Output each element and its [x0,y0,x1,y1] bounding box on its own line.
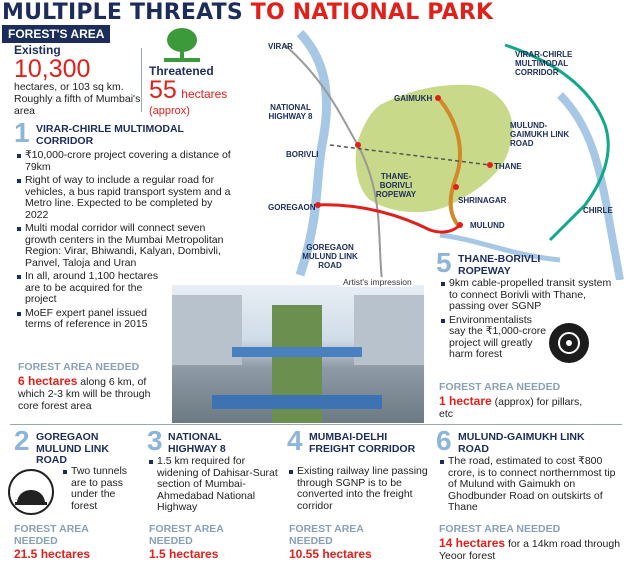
section4-title: MUMBAI-DELHI FREIGHT CORRIDOR [309,431,416,455]
section6-fa-label: FOREST AREA NEEDED [439,523,561,535]
label-mulund: MULUND [470,221,505,230]
thane-point [487,162,493,168]
building-right [354,295,424,365]
section3-number: 3 [147,425,163,456]
section5-number: 5 [436,247,452,278]
section-divider [10,424,622,425]
section1-bullet: In all, around 1,100 hectares are to be acquired for the project [16,271,166,306]
section4-number: 4 [287,425,303,456]
existing-desc: hectares, or 103 sq km. Roughly a fifth of Mumbai's area [14,81,141,117]
section2-fa-label: FOREST AREA NEEDED [14,523,89,547]
section5-fa-desc: (approx) for pillars, etc [439,396,583,420]
section4-bullet: Existing railway line passing through SGNP is to be converted into the freight corridor [288,466,428,512]
section4-fa-label: FOREST AREA NEEDED [289,523,364,547]
section3-bullets [148,456,288,516]
label-gaimukh: GAIMUKH [394,94,433,103]
section5-bullet: 9km cable-propelled transit system to connect Borivli with Thane, passing over SGNP [440,278,615,313]
tunnel-icon [7,468,55,516]
label-borivli: BORIVLI [286,150,319,159]
mulund-point [457,222,463,228]
label-goregaon: GOREGAON [268,203,316,212]
section1-number: 1 [14,117,30,148]
borivli-point [355,142,361,148]
section6-fa-desc: for a 14km road through Yeoor forest [439,538,621,562]
section1-bullet: Right of way to include a regular road for vehicles, a bus rapid transport system and a Metro line. Expected to be completed by 2022 [16,175,238,221]
section2-bullets [62,466,142,514]
forest-area-tag: FOREST'S AREA [2,25,110,43]
label-shrinagar: SHRINAGAR [458,196,507,205]
section5-fa-value: 1 hectare [439,394,492,408]
section6-fa-block [439,537,629,562]
tree-icon [160,26,204,66]
overpass [232,347,362,357]
section1-bullet: MoEF expert panel issued terms of reference in 2015 [16,308,166,331]
section1-bullet: Multi modal corridor will connect seven growth centers in the Mumbai Metropolitan Region: Virar, Bhiwandi, Kalyan, Dombivli, Panvel, Taloja and Uran [16,223,238,269]
section1-fa-value: 6 hectares [18,374,78,388]
label-nh8: NATIONAL HIGHWAY 8 [268,103,313,121]
headline-part1: MULTIPLE THREATS [2,0,243,25]
label-tbr: THANE-BORIVLI ROPEWAY [375,172,417,199]
section1-bullet: ₹10,000-crore project covering a distance of 79km [16,150,238,173]
label-chirle: CHIRLE [583,206,613,215]
section3-fa-value: 1.5 hectares [149,547,219,561]
existing-value: 10,300 [14,55,91,83]
threatened-label: Threatened [149,64,214,78]
image-caption: Artist's impression [343,277,412,287]
divider [141,48,142,112]
section6-title: MULUND-GAIMUKH LINK ROAD [458,431,585,455]
label-thane: THANE [494,162,522,171]
section5-fa-label: FOREST AREA NEEDED [439,381,561,393]
section2-title: GOREGAON MULUND LINK ROAD [36,431,109,466]
threatened-unit: hectares [181,87,228,101]
section5-bullet: Environmentalists say the ₹1,000-crore project will greatly harm forest [440,315,548,361]
headline-part2: TO NATIONAL PARK [250,0,494,25]
section4-fa-value: 10.55 hectares [289,547,372,561]
section2-number: 2 [14,425,30,456]
section6-fa-value: 14 hectares [439,536,506,550]
section2-bullet: Two tunnels are to pass under the forest [62,466,142,512]
existing-block [14,43,144,117]
gaimukh-point [435,95,441,101]
label-virar: VIRAR [268,42,293,51]
section4-bullets [288,466,428,514]
label-gml: GOREGAON MULUND LINK ROAD [302,243,358,270]
section1-fa-block [18,375,168,412]
section6-number: 6 [436,425,452,456]
label-corridor: VIRAR-CHIRLE MULTIMODAL CORRIDOR [515,50,573,77]
section1-title: VIRAR-CHIRLE MULTIMODAL CORRIDOR [36,123,184,147]
artist-impression-image [172,285,424,423]
section1-fa-desc: along 6 km, of which 2-3 km will be through core forest area [18,376,151,412]
threatened-block [149,64,259,117]
existing-label: Existing [14,43,61,57]
section2-fa-value: 21.5 hectares [14,547,91,561]
section6-bullet: The road, estimated to cost ₹800 crore, is to connect northernmost tip of Mulund with Gaimukh on Ghodbunder Road on outskirts of Thane [439,456,619,514]
shrinagar-point [453,184,459,190]
section3-bullet: 1.5 km required for widening of Dahisar-Surat section of Mumbai-Ahmedabad National Highway [148,456,288,514]
environment-icon [548,322,590,364]
threatened-value: 55 [149,76,177,104]
section5-title: THANE-BORIVLI ROPEWAY [458,253,541,277]
page-headline [2,0,493,25]
section3-fa-label: FOREST AREA NEEDED [149,523,224,547]
bridge [212,395,382,409]
section3-title: NATIONAL HIGHWAY 8 [168,431,226,455]
section5-fa-block [439,395,599,420]
section6-bullets [439,456,619,516]
section1-fa-label: FOREST AREA NEEDED [18,361,140,373]
label-mgl: MULUND-GAIMUKH LINK ROAD [510,121,570,148]
threatened-note: (approx) [149,105,190,117]
